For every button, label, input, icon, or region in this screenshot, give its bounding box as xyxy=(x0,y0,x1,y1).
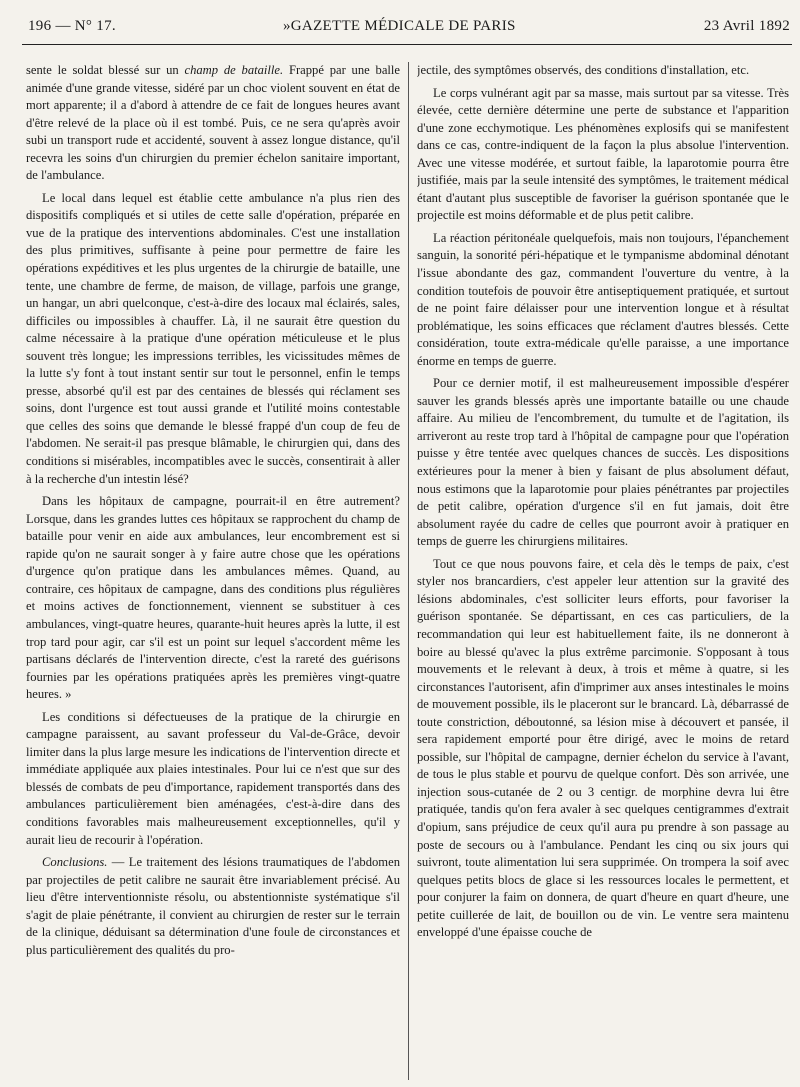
paragraph xyxy=(26,854,400,959)
paragraph: Pour ce dernier motif, il est malheureusement impossible d'espérer sauver les grands blessés après une importante bataille ou une chaude affaire. Au milieu de l'encombrement, du tumulte et de l'agitation, ils arriveront au reste trop tard à l'hôpital de campagne pour que l'opération puisse y être tentée avec quelques chances de succès. Les dispositions extérieures pour la mener à bien y faisant de plus absolument défaut, nous estimons que la laparotomie pour plaies pénétrantes par projectiles de petit calibre, opération d'urgence s'il en fut jamais, doit être absolument rayée du cadre de celles que pourront avoir à pratiquer en temps de guerre les chirurgiens militaires. xyxy=(417,376,789,549)
journal-title: »GAZETTE MÉDICALE DE PARIS xyxy=(283,18,516,34)
header-rule xyxy=(22,44,792,45)
paragraph: Le local dans lequel est établie cette ambulance n'a plus rien des dispositifs compliqués et si utiles de cette salle d'opération, préparée en vue de la pratique des interventions abdominales. C'est une installation des plus primitives, suffisante à peine pour permettre de faire les opérations expéditives et les plus urgentes de la chirurgie de bataille, une tente, une chambre de ferme, de maison, de village, parfois une grange, un hangar, un abri quelconque, c'est-à-dire des locaux mal éclairés, sales, difficiles ou impossibles à chauffer. Là, il ne saurait être question du calme nécessaire à la pratique d'une opération méticuleuse et le plus souvent très longue; les impressions terribles, les vicissitudes mêmes de la lutte s'y font à tout instant sentir sur tout le personnel, enfin le temps presse, absorbé qu'il est par des centaines de blessés qui réclament ses soins, dont l'urgence est tout aussi grande et l'utilité moins contestable que celles des soins que demande le blessé frappé d'un coup de feu de l'abdomen. Ne serait-il pas presque blâmable, le chirurgien qui, dans des conditions si misérables, incompatibles avec le succès, consentirait à aller à la recherche d'un intestin lésé? xyxy=(26,190,400,486)
issue-date: 23 Avril 1892 xyxy=(703,18,790,34)
paragraph: Dans les hôpitaux de campagne, pourrait-il en être autrement? Lorsque, dans les grandes luttes ces hôpitaux se rapprochent du champ de bataille pour venir en aide aux ambulances, leur encombrement est si rapide qu'on ne saurait songer à y faire autre chose que les opérations d'urgence qu'on pratique dans les ambulances mêmes. Quand, au contraire, ces hôpitaux de campagne, dans des conditions plus régulières et moins actives de fonctionnement, viennent se substituer à ces ambulances, vingt-quatre heures, quarante-huit heures après la lutte, il est trop tard pour agir, car s'il est un point sur lequel s'accordent même les partisans déclarés de l'intervention directe, c'est la rareté des guérisons fournies par les opérations pratiquées après les premières vingt-quatre heures. » xyxy=(26,494,400,702)
page-number: 196 — N° 17. xyxy=(28,18,116,34)
text-run: — Le traitement des lésions traumatiques de l'abdomen par projectiles de petit calibre ne saurait être invariablement précisé. Au lieu d'être interventionniste résolu, ou abstentionniste systématique s'il s'agit de plaie pénétrante, il convient au chirurgien de rester sur le terrain de la clinique, déduisant sa détermination d'une foule de circonstances et plus particulièrement des qualités du pro- xyxy=(26,855,400,957)
column-divider xyxy=(408,62,409,1080)
paragraph: La réaction péritonéale quelquefois, mais non toujours, l'épanchement sanguin, la sonorité péri-hépatique et le tympanisme abdominal dénotant l'issue abondante des gaz, commandent l'ouverture du ventre, à la condition toutefois de pouvoir être antiseptiquement pratiquée, et surtout de ne point faire délaisser pour une intervention longue et à résultat problématique, les soins efficaces que réclament d'autres blessés. Cette considération, toute extra-médicale qu'elle paraisse, a une importance énorme en temps de guerre. xyxy=(417,230,789,368)
right-column xyxy=(417,62,789,1082)
text-run: Frappé par une balle animée d'une grande vitesse, sidéré par un choc violent souvent en état de mort apparente; il a d'abord à attendre de ce fait de longues heures avant d'être relevé de la place où il est tombé. Puis, ce ne sera qu'après avoir subi un transport rude et accidenté, souvent à assez longue distance, qu'il recevra les soins d'un chirurgien du premier échelon sanitaire important, de l'ambulance. xyxy=(26,63,400,183)
paragraph: jectile, des symptômes observés, des conditions d'installation, etc. xyxy=(417,63,750,77)
paragraph: Tout ce que nous pouvons faire, et cela dès le temps de paix, c'est styler nos brancardiers, c'est appeler leur attention sur la gravité des lésions abdominales, c'est solliciter leurs efforts, pour favoriser la guérison spontanée. Se départissant, en ces cas particuliers, de la recommandation qui leur est habituellement faite, ils ne donneront à boire au blessé qu'avec la plus extrême parcimonie. S'opposant à tous mouvements et le relevant à deux, à trois et même à quatre, si les circonstances l'autorisent, afin d'imprimer aux anses intestinales le moins de mouvement possible, ils le placeront sur le brancard. Là, débarrassé de toute constriction, déboutonné, sa lésion mise à découvert et pansée, il sera rapidement emporté pour être dirigé, avec le moins de retard possible, sur l'hôpital de campagne, dernier échelon du service à l'avant, de tous le plus stable et pourvu de quelque confort. Dès son arrivée, une injection sous-cutanée de 2 ou 3 centigr. de morphine devra lui être pratiquée, tandis qu'on fera avaler à sec quelques centigrammes d'extrait d'opium, sans préjudice de ceux qu'il aura pu prendre à son passage au poste de secours ou à l'ambulance. Pendant les cinq ou six jours qui suivront, toute alimentation lui sera supprimée. On trompera la soif avec quelques petits blocs de glace si les ressources locales le permettent, et pour conjurer la faim on donnera, de quart d'heure en quart d'heure, une petite cuillerée de lait, de bouillon ou de vin. Le ventre sera maintenu enveloppé d'une épaisse couche de xyxy=(417,556,789,940)
paragraph: Les conditions si défectueuses de la pratique de la chirurgie en campagne paraissent, au savant professeur du Val-de-Grâce, devoir limiter dans la plus large mesure les indications de l'intervention directe et immédiate appliquée aux plaies intestinales. Pour lui ce n'est que sur des blessés de combats de peu d'importance, rapidement transportés dans des ambulances particulièrement bien aménagées, c'est-à-dire dans des conditions favorables mais malheureusement exceptionnelles, qu'il y aurait lieu de recourir à l'opération. xyxy=(26,709,400,847)
left-column xyxy=(26,62,400,1082)
text-run: sente le soldat blessé sur un xyxy=(26,63,185,77)
paragraph xyxy=(26,62,400,185)
emphasis: champ de bataille. xyxy=(184,63,284,77)
paragraph: Le corps vulnérant agit par sa masse, mais surtout par sa vitesse. Très élevée, cette dernière détermine une perte de substance et l'apparition d'une zone ecchymotique. Les phénomènes explosifs qui se manifestent dans ce cas, contre-indiquent de la façon la plus absolue l'intervention. Avec une vitesse modérée, et surtout faible, la laparotomie pourra être justifiée, mais par la seule intensité des symptômes, le traitement médical étant d'autant plus susceptible de favoriser la guérison spontanée que le projectile est moins déformable et de plus petit calibre. xyxy=(417,85,789,223)
section-heading: Conclusions. xyxy=(42,855,108,870)
page-header xyxy=(28,18,790,40)
